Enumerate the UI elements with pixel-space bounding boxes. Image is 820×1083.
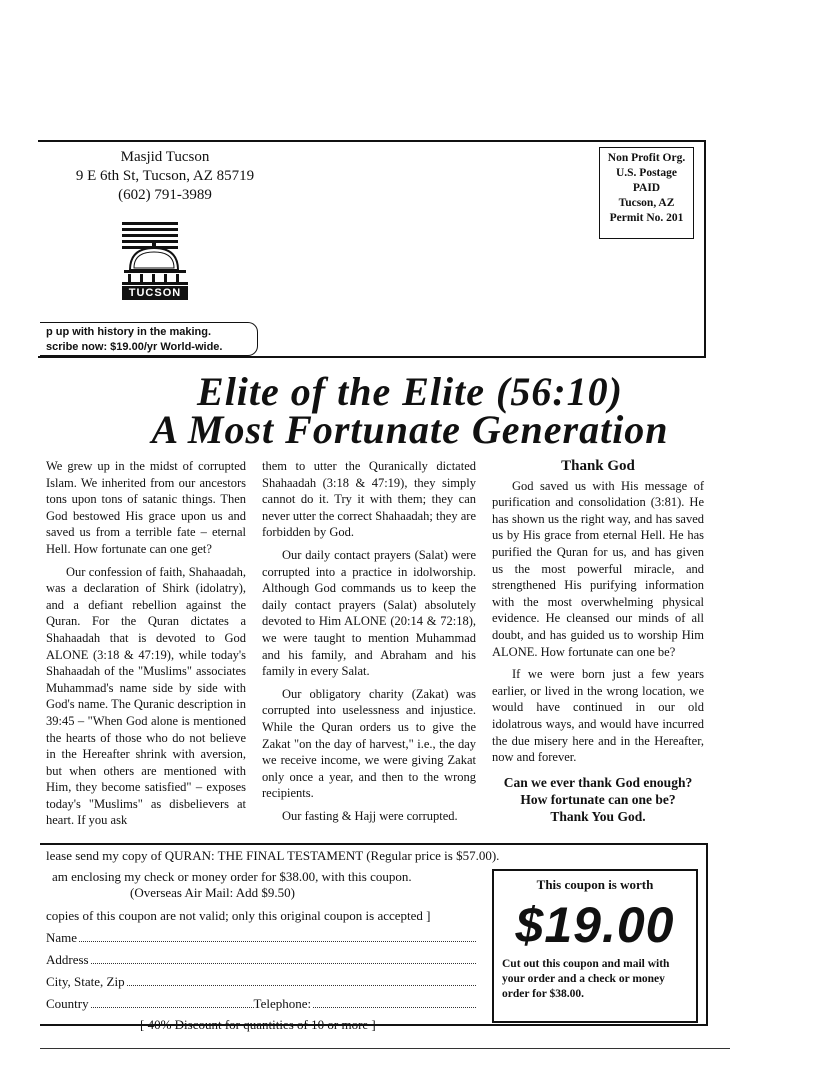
- postage-line: U.S. Postage: [615, 167, 677, 179]
- coupon-order-text: lease send my copy of QURAN: THE FINAL TESTAMENT (Regular price is $57.00).: [46, 848, 500, 863]
- closing-statement: [492, 774, 704, 825]
- street-address: 9 E 6th St, Tucson, AZ 85719: [75, 168, 255, 184]
- article-column-1: [46, 458, 246, 835]
- coupon-overseas-text: (Overseas Air Mail: Add $9.50): [130, 885, 296, 900]
- article-column-3: [492, 458, 704, 825]
- coupon-validity-text: copies of this coupon are not valid; only this original coupon is accepted ]: [46, 908, 431, 923]
- paragraph: Our confession of faith, Shahaadah, was a declaration of Shirk (idolatry), and a defiant rebellion against the Quran. For the Quran dictates a Shahaadah that is devoted to God ALONE (3:18 & 47:19), while today's Shahaadah of the "Muslims" associates Muhammad's name side by side with God's name. The Quranic description in 39:45 – "When God alone is mentioned the hearts of those who do not believe in the Hereafter shrink with aversion, but when others are mentioned with Him, they become satisfied" – exposes today's "Muslims" as disbelievers at heart. If you ask: [46, 564, 246, 828]
- address-line[interactable]: [91, 951, 476, 964]
- paragraph: Our daily contact prayers (Salat) were corrupted into a practice in idolworship. Although God commands us to keep the daily contact prayers (Salat) absolutely devoted to Him ALONE (20:14 & 72:18), we were taught to mention Muhammad and his family, and Abraham and his family in every Salat.: [262, 547, 476, 679]
- postage-line: Permit No. 201: [609, 212, 684, 224]
- closing-line: Thank You God.: [550, 808, 646, 824]
- org-name: Masjid Tucson: [120, 149, 210, 165]
- discount-note: [ 40% Discount for quantities of 10 or more ]: [140, 1017, 376, 1032]
- name-line[interactable]: [79, 929, 476, 942]
- country-line[interactable]: [91, 995, 254, 1008]
- postage-line: Non Profit Org.: [607, 152, 686, 164]
- city-line[interactable]: [127, 973, 476, 986]
- subscription-promo: [40, 322, 258, 356]
- coupon-border-top: [40, 843, 708, 845]
- paragraph: Our obligatory charity (Zakat) was corrupted into uselessness and injustice. While the Quran orders us to give the Zakat "on the day of harvest," i.e., the day we receive income, we were giving Zakat only once a year, and then to the wrong recipients.: [262, 686, 476, 801]
- masjid-tucson-logo: [118, 218, 192, 304]
- headline-line-1: Elite of the Elite (56:10): [197, 369, 623, 414]
- paragraph: God saved us with His message of purification and consolidation (3:81). He has shown us the right way, and has saved us by His grace from eternal Hell. He has purified the Quran for us, and has given us the most powerful miracle, and strengthened His purifying information with the most overwhelming physical evidence. He cleansed our minds of all doubt, and has guided us to worship Him ALONE. How fortunate can one be?: [492, 478, 704, 659]
- telephone-label: Telephone:: [253, 996, 312, 1011]
- return-address: [40, 148, 290, 205]
- postage-line: PAID: [632, 182, 661, 194]
- promo-line: scribe now: $19.00/yr World-wide.: [46, 341, 223, 353]
- paragraph: If we were born just a few years earlier, or lived in the wrong location, we would have continued in our old idolatrous ways, and would have incurred the due misery here and in the Hereafter, now and forever.: [492, 667, 704, 765]
- paragraph: We grew up in the midst of corrupted Islam. We inherited from our ancestors tons upon tons of satanic things. Then God bestowed His grace upon us and saved us from a terrible fate – eternal Hell. How fortunate can one get?: [46, 459, 246, 556]
- name-field[interactable]: [46, 929, 476, 946]
- country-label: Country: [46, 996, 89, 1011]
- paragraph: Our fasting & Hajj were corrupted.: [282, 808, 458, 823]
- header-border-bottom: [38, 356, 706, 358]
- coupon-value-box: [492, 869, 698, 1023]
- country-telephone-field[interactable]: [46, 995, 476, 1012]
- section-heading: Thank God: [561, 458, 635, 474]
- header-border-top: [38, 140, 706, 142]
- promo-line: p up with history in the making.: [46, 326, 212, 338]
- coupon-border-right: [706, 843, 708, 1025]
- closing-line: Can we ever thank God enough?: [503, 774, 693, 790]
- coupon-worth-label: This coupon is worth: [536, 877, 654, 892]
- coupon-price: $19.00: [515, 897, 675, 953]
- closing-line: How fortunate can one be?: [520, 791, 676, 807]
- headline-line-2: A Most Fortunate Generation: [151, 407, 669, 452]
- coupon-payment-text: am enclosing my check or money order for $38.00, with this coupon.: [52, 869, 412, 884]
- coupon-instructions: Cut out this coupon and mail with your order and a check or money order for $38.00.: [502, 958, 670, 1000]
- bottom-rule: [40, 1048, 730, 1049]
- address-field[interactable]: [46, 951, 476, 968]
- logo-text: TUCSON: [128, 287, 182, 299]
- article-column-2: [262, 458, 476, 830]
- city-label: City, State, Zip: [46, 974, 125, 989]
- name-label: Name: [46, 930, 78, 945]
- phone-number: (602) 791-3989: [118, 187, 212, 203]
- city-state-zip-field[interactable]: [46, 973, 476, 990]
- address-label: Address: [46, 952, 89, 967]
- paragraph: them to utter the Quranically dictated Shahaadah (3:18 & 47:19), they simply cannot do it. Try it with them; they can never utter the correct Shahaadah; they are forbidden by God.: [262, 459, 476, 540]
- postage-line: Tucson, AZ: [618, 197, 675, 209]
- telephone-line[interactable]: [313, 995, 476, 1008]
- header-border-right: [704, 140, 706, 358]
- postage-indicia: [599, 147, 694, 239]
